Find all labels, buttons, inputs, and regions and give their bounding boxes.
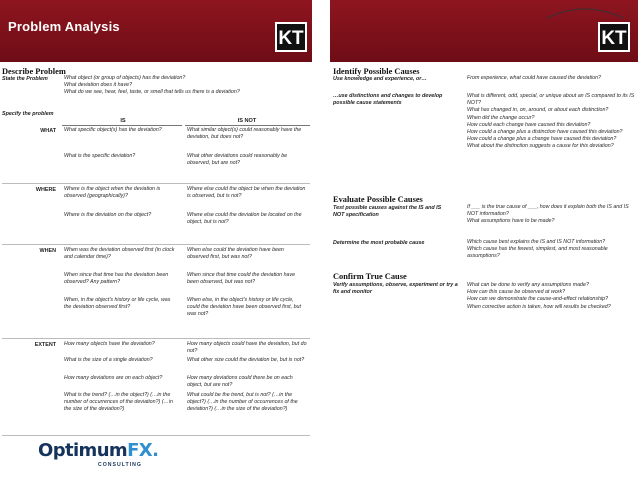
state-line: What object (or group of objects) has the deviation?	[64, 75, 186, 81]
what-is-1: What specific object(s) has the deviation?	[64, 127, 162, 133]
evaluate-heading: Evaluate Possible Causes	[333, 195, 423, 204]
identify-q1: From experience, what could have caused the deviation?	[467, 75, 601, 81]
section-divider	[2, 435, 310, 436]
evaluate-sub2: Determine the most probable cause	[333, 240, 425, 246]
where-is-1: Where is the object when the deviation is observed (geographically)?	[64, 186, 161, 200]
extent-isnot-1: How many objects could have the deviation, but do not?	[187, 341, 307, 355]
evaluate-q2	[467, 239, 637, 261]
identify-q2-item: When did the change occur?	[467, 114, 535, 121]
col-isnot-header: IS NOT	[237, 118, 257, 124]
identify-q2-item: What has changed in, on, around, or about each distinction?	[467, 107, 609, 114]
optimumfx-logo	[38, 440, 158, 461]
identify-q2-item: What is different, odd, special, or unique about an IS compared to its IS NOT?	[467, 93, 635, 107]
extent-isnot-3: How many deviations could there be on each object, but are not?	[187, 375, 293, 389]
section-label-where: WHERE	[35, 187, 56, 193]
identify-q2-item: How could a change plus a distinction have caused this deviation?	[467, 129, 623, 136]
where-isnot-1: Where else could the object be when the deviation is observed, but is not?	[187, 186, 306, 200]
confirm-q1	[467, 282, 637, 311]
what-isnot-1: What similar object(s) could reasonably have the deviation, but does not?	[187, 127, 302, 141]
kt-logo-right: KT	[598, 22, 630, 52]
describe-heading: Describe Problem	[2, 67, 66, 76]
logo-tagline: CONSULTING	[98, 462, 142, 468]
confirm-q1-item: How can this cause be observed at work?	[467, 289, 566, 296]
col-is-header: IS	[120, 118, 126, 124]
identify-q2-item: What about the distinction suggests a cause for this deviation?	[467, 143, 614, 150]
identify-q2-item: How could each change have caused this deviation?	[467, 121, 591, 128]
when-isnot-1: When else could the deviation have been observed first, but was not?	[187, 247, 284, 261]
evaluate-q2-item: Which cause best explains the IS and IS NOT information?	[467, 239, 606, 245]
when-is-1: When was the deviation observed first (in clock and calendar time)?	[64, 247, 175, 261]
extent-isnot-2: What other size could the deviation be, but is not?	[187, 357, 305, 363]
confirm-heading: Confirm True Cause	[333, 272, 407, 281]
section-label-when: WHEN	[39, 248, 56, 254]
confirm-q1-item: What can be done to verify any assumptions made?	[467, 282, 589, 288]
extent-is-3: How many deviations are on each object?	[64, 375, 163, 381]
extent-is-2: What is the size of a single deviation?	[64, 357, 153, 363]
col-rule	[185, 125, 310, 126]
evaluate-q2-item: Which cause has the fewest, simplest, and most reasonable assumptions?	[467, 246, 608, 260]
confirm-q1-item: How can we demonstrate the cause-and-effect relationship?	[467, 296, 609, 303]
what-is-2: What is the specific deviation?	[64, 153, 136, 159]
logo-mark: .	[152, 440, 159, 461]
extent-is-1: How many objects have the deviation?	[64, 341, 155, 347]
identify-heading: Identify Possible Causes	[333, 67, 420, 76]
when-isnot-2: When since that time could the deviation have been observed, but was not?	[187, 272, 296, 286]
state-label: State the Problem	[2, 76, 48, 82]
section-divider	[2, 183, 310, 184]
state-line: What deviation does it have?	[64, 82, 133, 89]
identify-sub2: …use distinctions and changes to develop possible cause statements	[333, 93, 443, 107]
what-isnot-2: What other deviations could reasonably be observed, but are not?	[187, 153, 288, 167]
state-lines	[64, 75, 314, 97]
evaluate-q1-item: What assumptions have to be made?	[467, 218, 555, 225]
section-divider	[2, 244, 310, 245]
identify-sub1: Use knowledge and experience, or…	[333, 76, 427, 82]
confirm-sub1: Verify assumptions, observe, experiment or try a fix and monitor	[333, 282, 458, 296]
evaluate-sub1: Test possible causes against the IS and IS NOT specification	[333, 205, 442, 219]
where-is-2: Where is the deviation on the object?	[64, 212, 152, 218]
logo-name-b: FX	[127, 440, 153, 461]
section-divider	[2, 338, 310, 339]
kt-logo-left: KT	[275, 22, 307, 52]
section-label-extent: EXTENT	[34, 342, 56, 348]
where-isnot-2: Where else could the deviation be located on the object, but is not?	[187, 212, 302, 226]
confirm-q1-item: When corrective action is taken, how will results be checked?	[467, 303, 611, 310]
evaluate-q1	[467, 204, 637, 226]
when-isnot-3: When else, in the object's history or life cycle, could the deviation have been observed first, but was not?	[187, 297, 301, 318]
decorative-curve-icon	[545, 2, 625, 20]
identify-q2	[467, 93, 637, 151]
when-is-2: When since that time has the deviation been observed? Any pattern?	[64, 272, 169, 286]
extent-isnot-4: What could be the trend, but is not? (…in the object?) (…in the number of occurrences of the deviation?) (…in the size of the deviation?)	[187, 392, 298, 413]
specify-label: Specify the problem	[2, 111, 54, 117]
state-line: What do we see, hear, feel, taste, or smell that tells us there is a deviation?	[64, 89, 240, 96]
logo-name-a: Optimum	[38, 440, 128, 461]
page-title: Problem Analysis	[8, 19, 120, 34]
section-label-what: WHAT	[40, 128, 56, 134]
col-rule	[62, 125, 182, 126]
when-is-3: When, in the object's history or life cycle, was the deviation observed first?	[64, 297, 171, 311]
identify-q2-item: How could a change plus a change have caused this deviation?	[467, 136, 617, 143]
extent-is-4: What is the trend? (…in the object?) (…in the number of occurrences of the deviation?) (…in the size of the deviation?)	[64, 392, 173, 413]
evaluate-q1-item: If ___ is the true cause of ___, how does it explain both the IS and IS NOT information?	[467, 204, 629, 218]
